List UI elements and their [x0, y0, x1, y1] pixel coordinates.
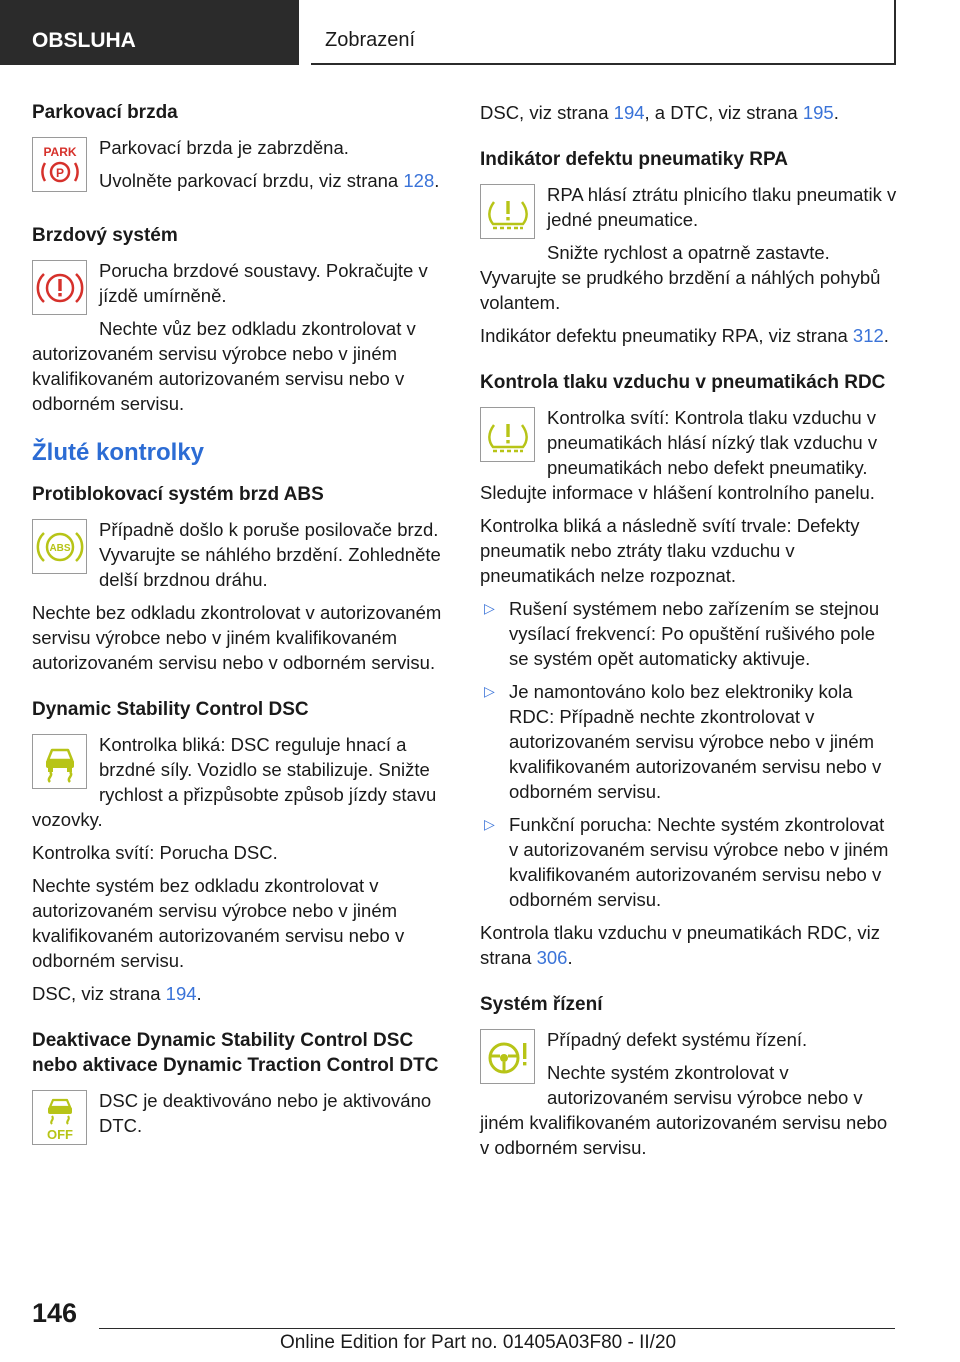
triangle-bullet-icon: ▷	[484, 683, 495, 699]
park-text-2: Uvolněte parkovací brzdu, viz strana 128.	[99, 170, 440, 191]
left-column	[32, 100, 450, 1160]
rpa-text-3: Indikátor defektu pneumatiky RPA, viz strana 312.	[480, 325, 889, 346]
entry-steering	[480, 992, 898, 1160]
entry-rpa	[480, 147, 898, 348]
heading-rdc: Kontrola tlaku vzduchu v pneumatikách RDC	[480, 372, 886, 393]
entry-dsc	[32, 697, 450, 1006]
heading-steering: Systém řízení	[480, 994, 603, 1015]
triangle-bullet-icon: ▷	[484, 816, 495, 832]
rpa-text-2: Snižte rychlost a opatrně zastavte. Vyvarujte se prudkého brzdění a náhlých pohybů volantem.	[480, 242, 881, 313]
heading-abs: Protiblokovací systém brzd ABS	[32, 484, 324, 505]
heading-dsc: Dynamic Stability Control DSC	[32, 699, 309, 720]
entry-continuation	[480, 100, 898, 125]
tire-pressure-icon	[480, 184, 535, 239]
entry-brake-system	[32, 223, 450, 416]
park-brake-icon	[32, 137, 87, 192]
continuation-text: DSC, viz strana 194, a DTC, viz strana 195.	[480, 102, 839, 123]
edition-text: Online Edition for Part no. 01405A03F80 - II/20	[280, 1332, 677, 1353]
right-column	[480, 100, 898, 1182]
list-item: ▷ Je namontováno kolo bez elektroniky kola RDC: Případně nechte zkontrolovat v autorizovaném servisu výrobce nebo v jiném kvalifikovaném autorizovaném servisu nebo v odborném servisu.	[484, 681, 882, 802]
page-link-194[interactable]: 194	[165, 983, 197, 1004]
abs-text-1: Případně došlo k poruše posilovače brzd. Vyvarujte se náhlého brzdění. Zohledněte delší brzdnou dráhu.	[99, 519, 441, 590]
park-text-1: Parkovací brzda je zabrzděna.	[99, 137, 349, 158]
dsc-text-3: Nechte systém bez odkladu zkontrolovat v autorizovaném servisu výrobce nebo v jiném kvalifikovaném autorizovaném servisu nebo v odborném servisu.	[32, 875, 405, 971]
heading-yellow-lights: Žluté kontrolky	[32, 439, 205, 466]
brake-warning-icon	[32, 260, 87, 315]
entry-abs	[32, 482, 450, 675]
heading-rpa: Indikátor defektu pneumatiky RPA	[480, 149, 788, 170]
triangle-bullet-icon: ▷	[484, 600, 495, 616]
list-item: ▷ Funkční porucha: Nechte systém zkontrolovat v autorizovaném servisu výrobce nebo v jiném kvalifikovaném autorizovaném servisu nebo v odborném servisu.	[484, 814, 889, 910]
dsc-off-icon	[32, 1090, 87, 1145]
rdc-bullet-list	[480, 596, 898, 912]
dsc-text-2: Kontrolka svítí: Porucha DSC.	[32, 842, 278, 863]
page-number: 146	[32, 1298, 78, 1328]
tire-pressure-rdc-icon	[480, 407, 535, 462]
svg-text:OFF: OFF	[46, 1126, 73, 1142]
brake-text-2: Nechte vůz bez odkladu zkontrolovat v autorizovaném servisu výrobce nebo v jiném kvalifikovaném autorizovaném servisu nebo v odborném servisu.	[32, 318, 416, 414]
rpa-text-1: RPA hlásí ztrátu plnicího tlaku pneumatik v jedné pneumatice.	[547, 184, 897, 230]
abs-icon	[32, 519, 87, 574]
steering-wheel-warning-icon	[480, 1029, 535, 1084]
page-link-195[interactable]: 195	[802, 102, 834, 123]
rdc-text-2: Kontrolka bliká a následně svítí trvale: Defekty pneumatik nebo ztráty tlaku vzduchu v pneumatikách nelze rozpoznat.	[480, 515, 860, 586]
list-item: ▷ Rušení systémem nebo zařízením se stejnou vysílací frekvencí: Po opuštění rušivého pole se systém opět automaticky aktivuje.	[484, 598, 880, 669]
svg-text:PARK: PARK	[42, 144, 77, 159]
dsc-text-1: Kontrolka bliká: DSC reguluje hnací a brzdné síly. Vozidlo se stabilizuje. Snižte rychlost a přizpůsobte způsob jízdy stavu vozovky.	[32, 734, 437, 830]
footer-divider	[99, 1328, 895, 1329]
rdc-text-1: Kontrolka svítí: Kontrola tlaku vzduchu v pneumatikách hlásí nízký tlak vzduchu v pneumatikách nebo defekt pneumatiky. Sledujte informace v hlášení kontrolního panelu.	[480, 407, 878, 503]
dsc-off-text: DSC je deaktivováno nebo je aktivováno DTC.	[99, 1090, 432, 1136]
abs-text-2: Nechte bez odkladu zkontrolovat v autorizovaném servisu výrobce nebo v jiném kvalifikovaném autorizovaném servisu nebo v odborném servisu.	[32, 602, 442, 673]
header-chapter-tab: Zobrazení	[311, 0, 896, 65]
heading-dsc-deactivation: Deaktivace Dynamic Stability Control DSC nebo aktivace Dynamic Traction Control DTC	[32, 1030, 439, 1076]
svg-text:ABS: ABS	[48, 542, 71, 554]
heading-brake-system: Brzdový systém	[32, 225, 178, 246]
svg-text:P: P	[55, 165, 64, 180]
heading-parking-brake: Parkovací brzda	[32, 102, 178, 123]
dsc-text-4: DSC, viz strana 194.	[32, 983, 202, 1004]
page-link-306[interactable]: 306	[536, 947, 568, 968]
entry-dsc-off	[32, 1028, 450, 1142]
steering-text-1: Případný defekt systému řízení.	[547, 1029, 808, 1050]
header-section-tab: OBSLUHA	[0, 0, 299, 65]
brake-text-1: Porucha brzdové soustavy. Pokračujte v jízdě umírněně.	[99, 260, 428, 306]
entry-rdc	[480, 370, 898, 970]
dsc-car-skid-icon	[32, 734, 87, 789]
entry-parking-brake	[32, 100, 450, 201]
steering-text-2: Nechte systém zkontrolovat v autorizovaném servisu výrobce nebo v jiném kvalifikovaném autorizovaném servisu nebo v odborném servisu.	[480, 1062, 888, 1158]
page-link-194b[interactable]: 194	[613, 102, 645, 123]
page-link-312[interactable]: 312	[852, 325, 884, 346]
page-link-128[interactable]: 128	[403, 170, 435, 191]
rdc-text-3: Kontrola tlaku vzduchu v pneumatikách RDC, viz strana 306.	[480, 922, 880, 968]
